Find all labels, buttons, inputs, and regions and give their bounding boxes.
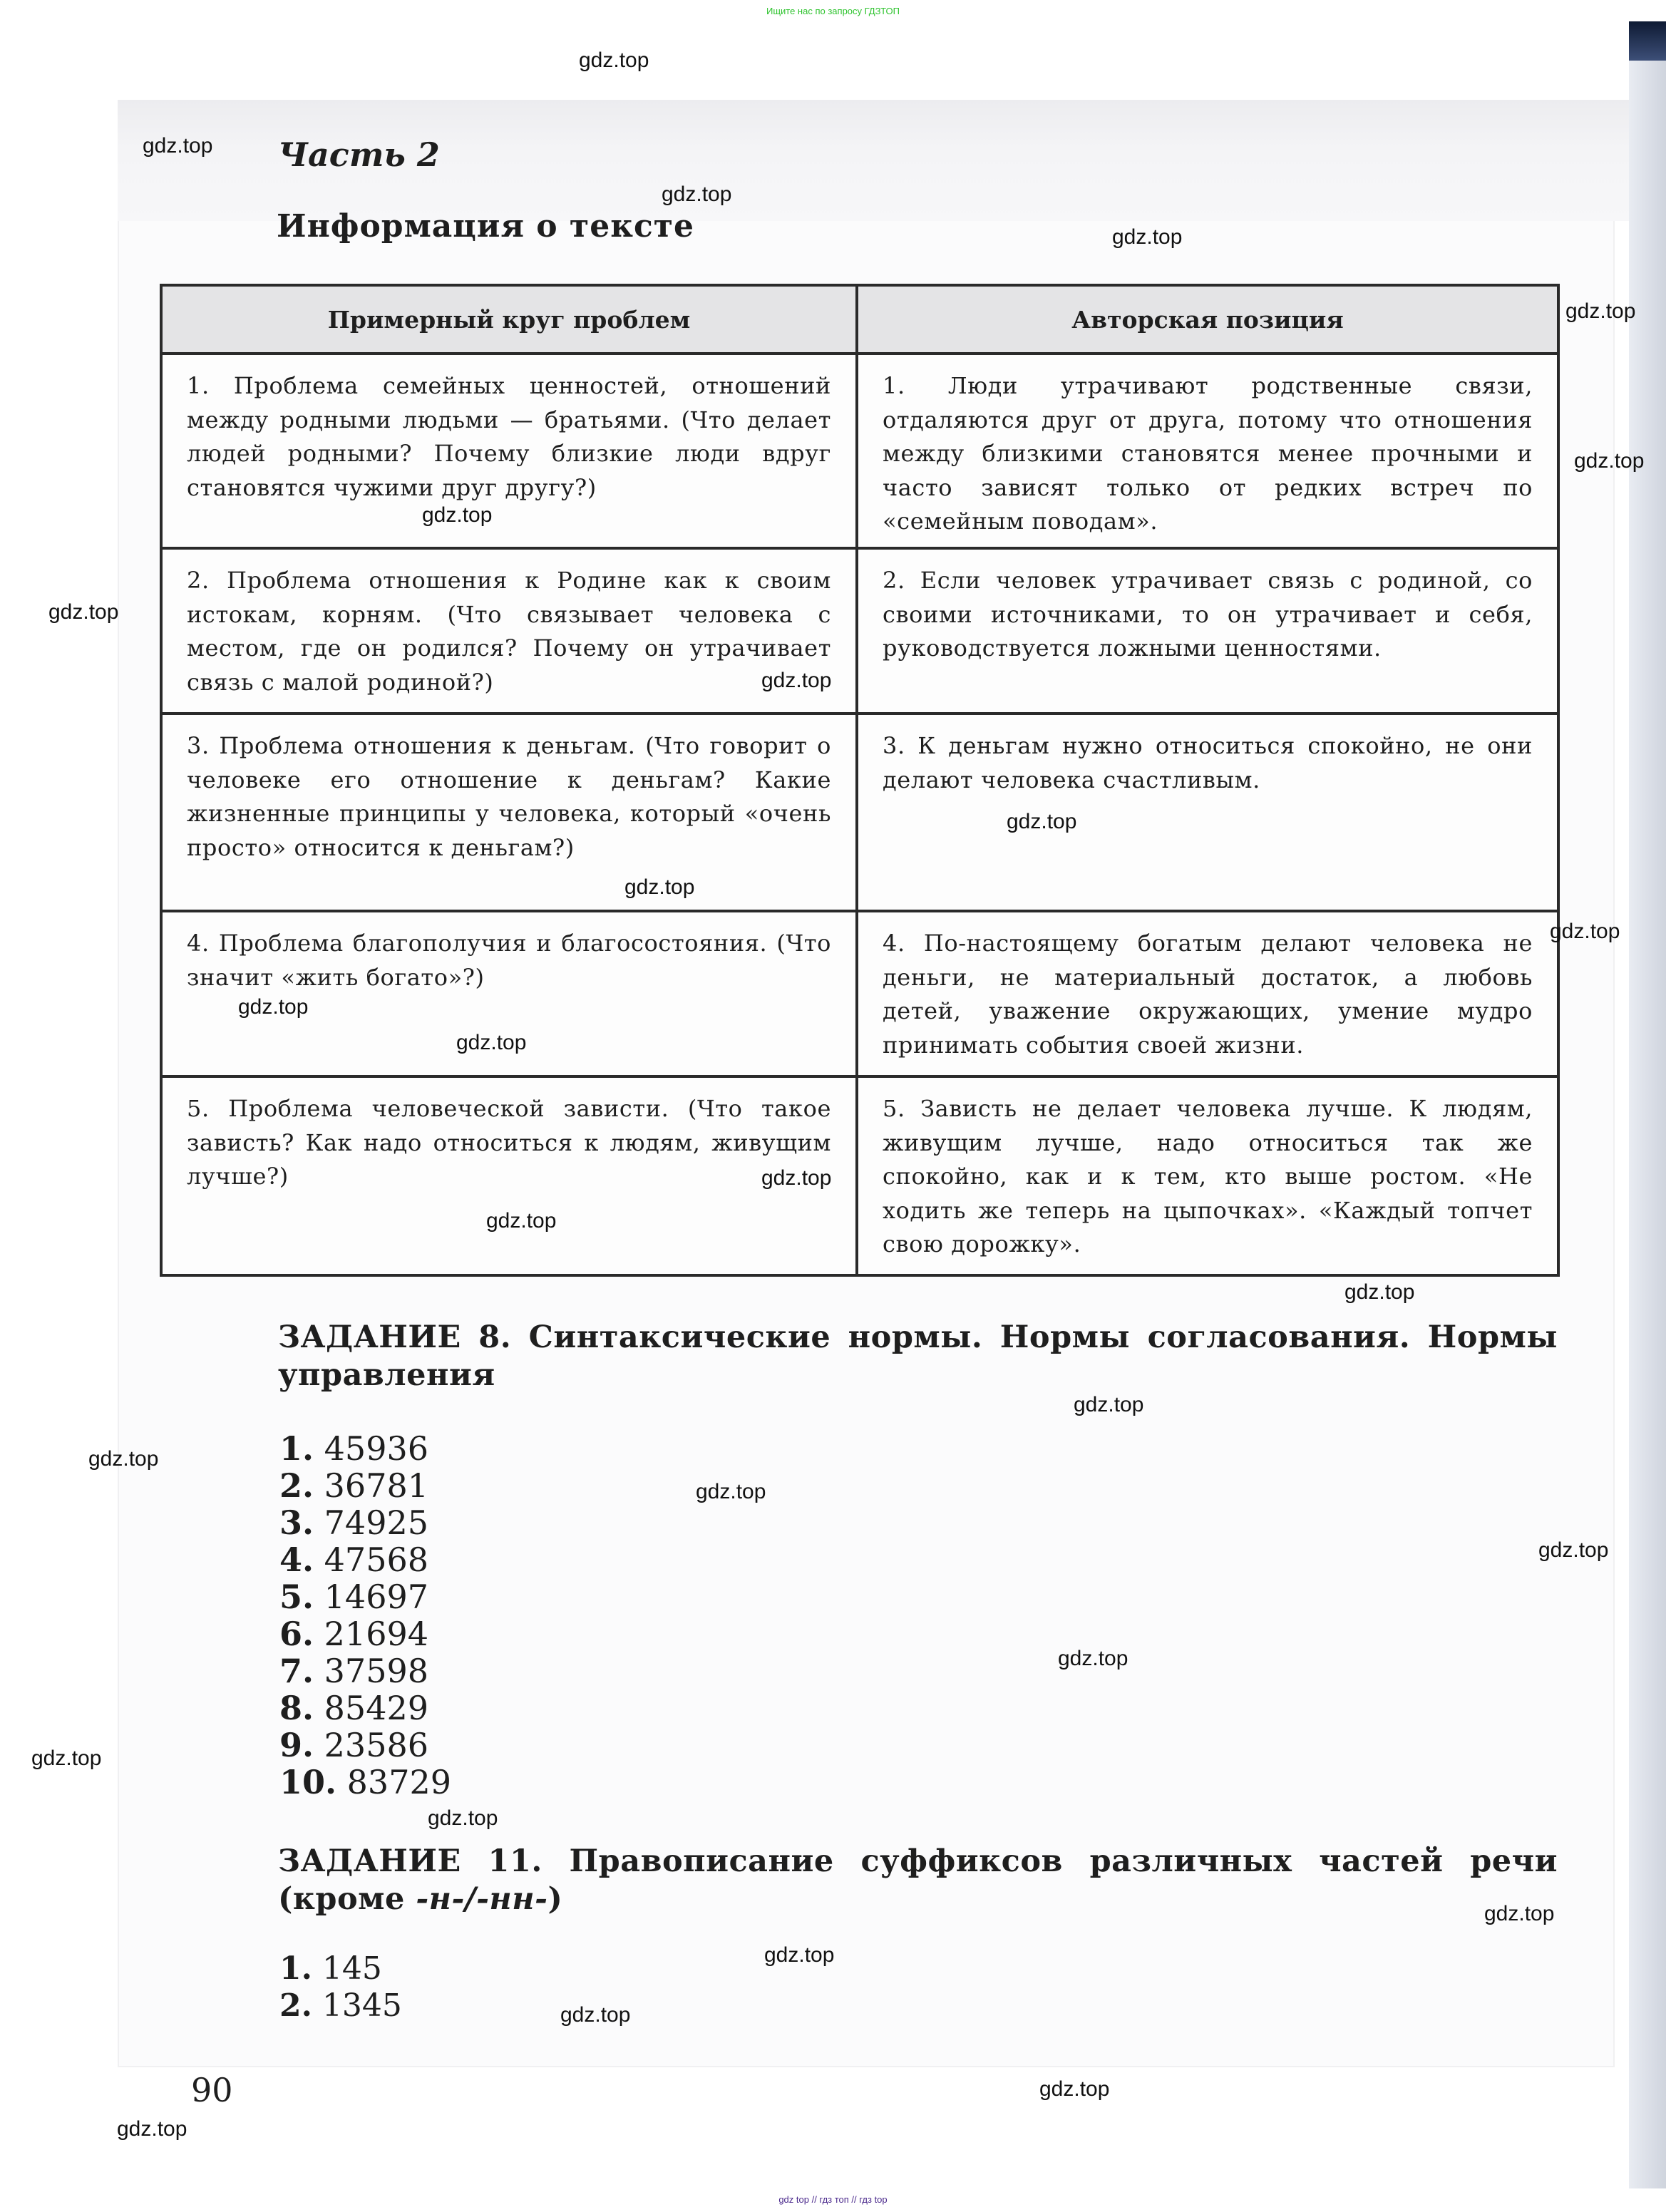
watermark: gdz.top <box>143 134 213 158</box>
table-row <box>161 1076 1558 1275</box>
table-row <box>161 714 1558 911</box>
watermark: gdz.top <box>1007 810 1077 833</box>
column-header-problems: Примерный круг проблем <box>161 285 857 354</box>
position-cell: 3. К деньгам нужно относиться спокойно, не они делают человека счастливым. <box>857 714 1558 911</box>
watermark: gdz.top <box>624 875 695 899</box>
watermark: gdz.top <box>486 1209 557 1233</box>
watermark: gdz.top <box>579 48 649 72</box>
table-row <box>161 354 1558 548</box>
answer-value: 37598 <box>324 1652 428 1690</box>
watermark: gdz.top <box>696 1480 766 1503</box>
part-title: Часть 2 <box>278 135 440 174</box>
watermark: gdz.top <box>117 2117 187 2141</box>
answer-value: 1345 <box>322 1987 402 2024</box>
problem-cell: 4. Проблема благополучия и благосостояния. (Что значит «жить богато»?) <box>161 911 857 1076</box>
watermark: gdz.top <box>456 1031 527 1054</box>
watermark: gdz.top <box>1112 225 1183 249</box>
section-title: Информация о тексте <box>277 208 695 245</box>
watermark: gdz.top <box>238 995 309 1019</box>
task8-answer-list <box>279 1430 451 1801</box>
watermark: gdz.top <box>1565 299 1636 323</box>
answer-value: 14697 <box>324 1578 428 1616</box>
answer-value: 85429 <box>324 1689 428 1727</box>
watermark: gdz.top <box>761 669 832 692</box>
search-banner[interactable]: Ищите нас по запросу ГДЗТОП <box>766 6 900 16</box>
watermark: gdz.top <box>662 182 732 206</box>
book-spine <box>1629 21 1666 2188</box>
book-spine-edge <box>1629 21 1666 61</box>
column-header-author-position: Авторская позиция <box>857 285 1558 354</box>
text-info-table <box>160 284 1560 1277</box>
answer-item: 10. 83729 <box>279 1763 451 1801</box>
position-cell: 1. Люди утрачивают родственные связи, отдаляются друг от друга, потому что отношения между близкими становятся менее прочными и часто зависят только от редких встреч по «семейным поводам». <box>857 354 1558 548</box>
watermark: gdz.top <box>1574 449 1645 473</box>
answer-item: 2. 36781 <box>279 1466 428 1505</box>
answer-value: 23586 <box>324 1726 428 1764</box>
watermark: gdz.top <box>1344 1280 1415 1304</box>
position-cell: 4. По-настоящему богатым делают человека не деньги, не материальный достаток, а любовь детей, уважение окружающих, умение мудро принимать события своей жизни. <box>857 911 1558 1076</box>
answer-value: 21694 <box>324 1615 428 1653</box>
watermark: gdz.top <box>1074 1393 1144 1416</box>
answer-item: 4. 47568 <box>279 1540 428 1579</box>
answer-value: 74925 <box>324 1503 428 1542</box>
footer-links[interactable]: gdz top // гдз топ // гдз top <box>778 2194 888 2205</box>
problem-cell: 5. Проблема человеческой зависти. (Что такое зависть? Как надо относиться к людям, живущим лучше?) <box>161 1076 857 1275</box>
watermark: gdz.top <box>764 1943 835 1967</box>
watermark: gdz.top <box>88 1447 159 1471</box>
watermark: gdz.top <box>560 2003 631 2027</box>
watermark: gdz.top <box>1058 1647 1128 1670</box>
answer-item: 1. 45936 <box>279 1429 428 1468</box>
problem-cell: 1. Проблема семейных ценностей, отношений между родными людьми — братьями. (Что делает людей родными? Почему близкие люди вдруг становятся чужими друг другу?) <box>161 354 857 548</box>
answer-item: 9. 23586 <box>279 1726 428 1764</box>
watermark: gdz.top <box>31 1747 102 1770</box>
watermark: gdz.top <box>1484 1902 1555 1925</box>
page-number: 90 <box>191 2071 233 2109</box>
table-header-row <box>161 285 1558 354</box>
position-cell: 5. Зависть не делает человека лучше. К людям, живущим лучше, надо относиться так же спокойно, как и к тем, кто выше ростом. «Не ходить же теперь на цыпочках». «Каждый топчет свою дорожку». <box>857 1076 1558 1275</box>
answer-item: 3. 74925 <box>279 1503 428 1542</box>
problem-cell: 2. Проблема отношения к Родине как к своим истокам, корням. (Что связывает человека с местом, где он родился? Почему он утрачивает связь с малой родиной?) <box>161 548 857 714</box>
task11-heading: ЗАДАНИЕ 11. Правописание суффиксов различных частей речи (кроме -н-/-нн-) <box>278 1843 1558 1917</box>
task8-heading: ЗАДАНИЕ 8. Синтаксические нормы. Нормы согласования. Нормы управления <box>278 1320 1558 1393</box>
watermark: gdz.top <box>1550 920 1620 943</box>
watermark: gdz.top <box>1039 2077 1110 2101</box>
answer-item: 7. 37598 <box>279 1652 428 1690</box>
position-cell: 2. Если человек утрачивает связь с родиной, со своими источниками, то он утрачивает и себя, руководствуется ложными ценностями. <box>857 548 1558 714</box>
problem-cell: 3. Проблема отношения к деньгам. (Что говорит о человеке его отношение к деньгам? Какие жизненные принципы у человека, который «очень просто» относится к деньгам?) <box>161 714 857 911</box>
watermark: gdz.top <box>428 1806 498 1830</box>
answer-item: 2. 1345 <box>279 1987 402 2024</box>
answer-value: 145 <box>322 1950 382 1987</box>
watermark: gdz.top <box>1538 1538 1609 1562</box>
watermark: gdz.top <box>48 600 119 624</box>
watermark: gdz.top <box>761 1166 832 1190</box>
watermark: gdz.top <box>422 503 493 527</box>
table-row <box>161 548 1558 714</box>
answer-item: 8. 85429 <box>279 1689 428 1727</box>
answer-value: 45936 <box>324 1429 428 1468</box>
answer-value: 47568 <box>324 1540 428 1579</box>
answer-value: 36781 <box>324 1466 428 1505</box>
answer-value: 83729 <box>346 1763 451 1801</box>
task11-answer-list <box>279 1950 402 2025</box>
answer-item: 1. 145 <box>279 1950 382 1987</box>
answer-item: 6. 21694 <box>279 1615 428 1653</box>
answer-item: 5. 14697 <box>279 1578 428 1616</box>
table-row <box>161 911 1558 1076</box>
